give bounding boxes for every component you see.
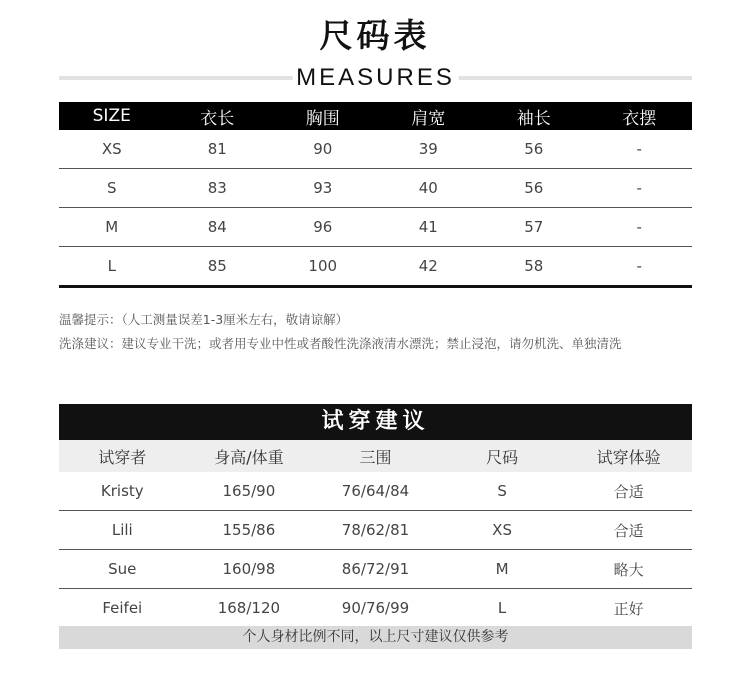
table-row: [59, 472, 692, 511]
fit-section-title: 试穿建议: [59, 404, 692, 440]
table-cell: -: [587, 208, 693, 247]
fit-table-header: [59, 440, 692, 472]
measurement-tip: 温馨提示：（人工测量误差1-3厘米左右，敬请谅解）: [59, 312, 349, 327]
header-cell: SIZE: [59, 102, 165, 130]
table-cell: 58: [481, 247, 587, 287]
page-title: 尺码表: [319, 16, 431, 55]
table-cell: S: [59, 169, 165, 208]
fit-disclaimer: 个人身材比例不同，以上尺寸建议仅供参考: [59, 626, 692, 649]
header-cell: 试穿体验: [565, 440, 692, 472]
table-cell: 160/98: [186, 550, 313, 589]
subtitle-block: [59, 63, 692, 93]
table-cell: -: [587, 130, 693, 169]
table-cell: Lili: [59, 511, 186, 550]
table-cell: 84: [165, 208, 271, 247]
table-cell: 90/76/99: [341, 599, 410, 617]
header-cell: 胸围: [270, 102, 376, 130]
table-cell: S: [439, 472, 566, 511]
table-cell: -: [587, 247, 693, 287]
table-cell: 168/120: [217, 599, 281, 617]
table-row: [59, 208, 692, 247]
table-cell: M: [59, 208, 165, 247]
size-table: [59, 102, 692, 288]
table-cell: M: [439, 550, 566, 589]
table-row: [59, 247, 692, 287]
table-cell: 合适: [565, 511, 692, 550]
table-row: [59, 589, 692, 628]
table-cell: 56: [481, 169, 587, 208]
table-cell: 42: [376, 247, 482, 287]
table-row: [59, 130, 692, 169]
header-cell: 袖长: [481, 102, 587, 130]
table-cell: 155/86: [186, 511, 313, 550]
fit-table: [59, 440, 692, 627]
table-row: [59, 169, 692, 208]
header-cell: 尺码: [439, 440, 566, 472]
table-cell: Sue: [59, 550, 186, 589]
table-cell: 90: [270, 130, 376, 169]
table-cell: 93: [270, 169, 376, 208]
size-table-header: [59, 102, 692, 130]
header-cell: 衣长: [165, 102, 271, 130]
table-cell: 81: [165, 130, 271, 169]
table-cell: L: [59, 247, 165, 287]
page-subtitle: MEASURES: [292, 63, 459, 93]
table-row: [59, 550, 692, 589]
table-cell: 96: [270, 208, 376, 247]
table-cell: 86/72/91: [312, 550, 439, 589]
table-cell: 83: [165, 169, 271, 208]
table-cell: 40: [376, 169, 482, 208]
table-cell: 57: [481, 208, 587, 247]
table-cell: 41: [376, 208, 482, 247]
table-cell: 56: [481, 130, 587, 169]
table-cell: 100: [270, 247, 376, 287]
table-cell: 39: [376, 130, 482, 169]
table-cell: 合适: [565, 472, 692, 511]
table-cell: XS: [439, 511, 566, 550]
table-cell: Kristy: [59, 472, 186, 511]
table-cell: 78/62/81: [312, 511, 439, 550]
table-row: [59, 511, 692, 550]
header-cell: 试穿者: [59, 440, 186, 472]
table-cell: -: [587, 169, 693, 208]
table-cell: L: [497, 599, 507, 617]
header-cell: 肩宽: [376, 102, 482, 130]
table-cell: 76/64/84: [312, 472, 439, 511]
table-cell: Feifei: [102, 599, 143, 617]
header-cell: 身高/体重: [186, 440, 313, 472]
table-cell: 略大: [565, 550, 692, 589]
header-cell: 衣摆: [587, 102, 693, 130]
table-cell: 85: [165, 247, 271, 287]
care-notes: [59, 308, 699, 356]
header-cell: 三围: [312, 440, 439, 472]
table-cell: XS: [59, 130, 165, 169]
table-cell: 165/90: [186, 472, 313, 511]
table-cell: 正好: [613, 599, 644, 618]
washing-advice: 洗涤建议：建议专业干洗；或者用专业中性或者酸性洗涤液清水漂洗；禁止浸泡，请勿机洗、单独清洗: [59, 336, 622, 351]
